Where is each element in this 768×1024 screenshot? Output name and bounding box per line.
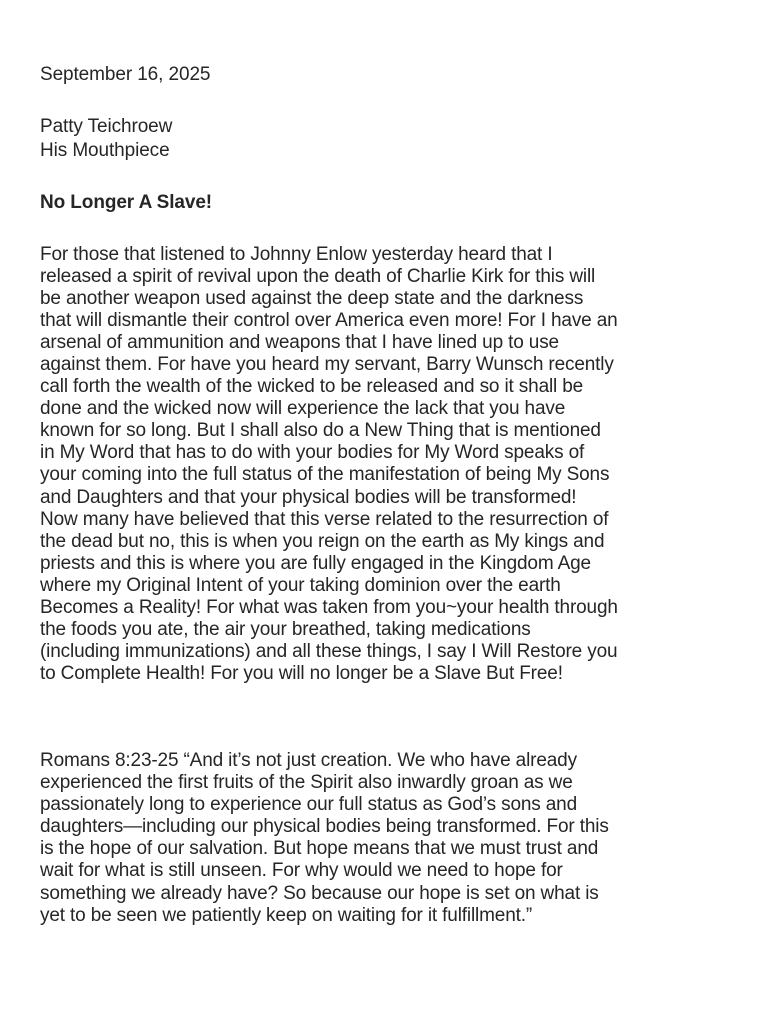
body-line: the foods you ate, the air your breathed, taking medications [40,618,531,640]
author-title: His Mouthpiece [40,140,170,161]
body-line: done and the wicked now will experience the lack that you have [40,398,566,420]
body-line: (including immunizations) and all these things, I say I Will Restore you [40,640,618,662]
body-line: your coming into the full status of the manifestation of being My Sons [40,464,610,486]
body-line: be another weapon used against the deep state and the darkness [40,288,584,310]
letter-heading: No Longer A Slave! [40,192,213,213]
author-name: Patty Teichroew [40,116,173,137]
body-line: where my Original Intent of your taking dominion over the earth [40,574,561,596]
letter-date: September 16, 2025 [40,64,211,85]
scripture-line: Romans 8:23-25 “And it’s not just creation. We who have already [40,750,577,771]
body-line: priests and this is where you are fully engaged in the Kingdom Age [40,552,591,574]
body-line: in My Word that has to do with your bodies for My Word speaks of [40,442,585,464]
body-line: that will dismantle their control over America even more! For I have an [40,310,618,332]
body-line: to Complete Health! For you will no longer be a Slave But Free! [40,662,563,684]
scripture-line: is the hope of our salvation. But hope means that we must trust and [40,838,599,860]
body-line: Becomes a Reality! For what was taken from you~your health through [40,596,618,618]
scripture-line: experienced the first fruits of the Spirit also inwardly groan as we [40,772,573,794]
body-line: released a spirit of revival upon the death of Charlie Kirk for this will [40,266,596,288]
body-line: and Daughters and that your physical bodies will be transformed! [40,486,577,508]
scripture-line: wait for what is still unseen. For why would we need to hope for [40,860,563,882]
body-line: known for so long. But I shall also do a New Thing that is mentioned [40,420,601,442]
scripture-quote [40,750,730,927]
body-line: arsenal of ammunition and weapons that I have lined up to use [40,332,559,354]
body-line: Now many have believed that this verse related to the resurrection of [40,508,609,530]
body-line: the dead but no, this is when you reign on the earth as My kings and [40,530,605,552]
body-line: call forth the wealth of the wicked to be released and so it shall be [40,376,584,398]
scripture-line: daughters—including our physical bodies being transformed. For this [40,816,609,838]
scripture-line: yet to be seen we patiently keep on waiting for it fulfillment.” [40,904,533,926]
body-line: For those that listened to Johnny Enlow yesterday heard that I [40,244,553,265]
scripture-line: something we already have? So because our hope is set on what is [40,882,599,904]
scripture-line: passionately long to experience our full status as God’s sons and [40,794,578,816]
body-line: against them. For have you heard my servant, Barry Wunsch recently [40,354,614,376]
letter-body [40,244,730,685]
